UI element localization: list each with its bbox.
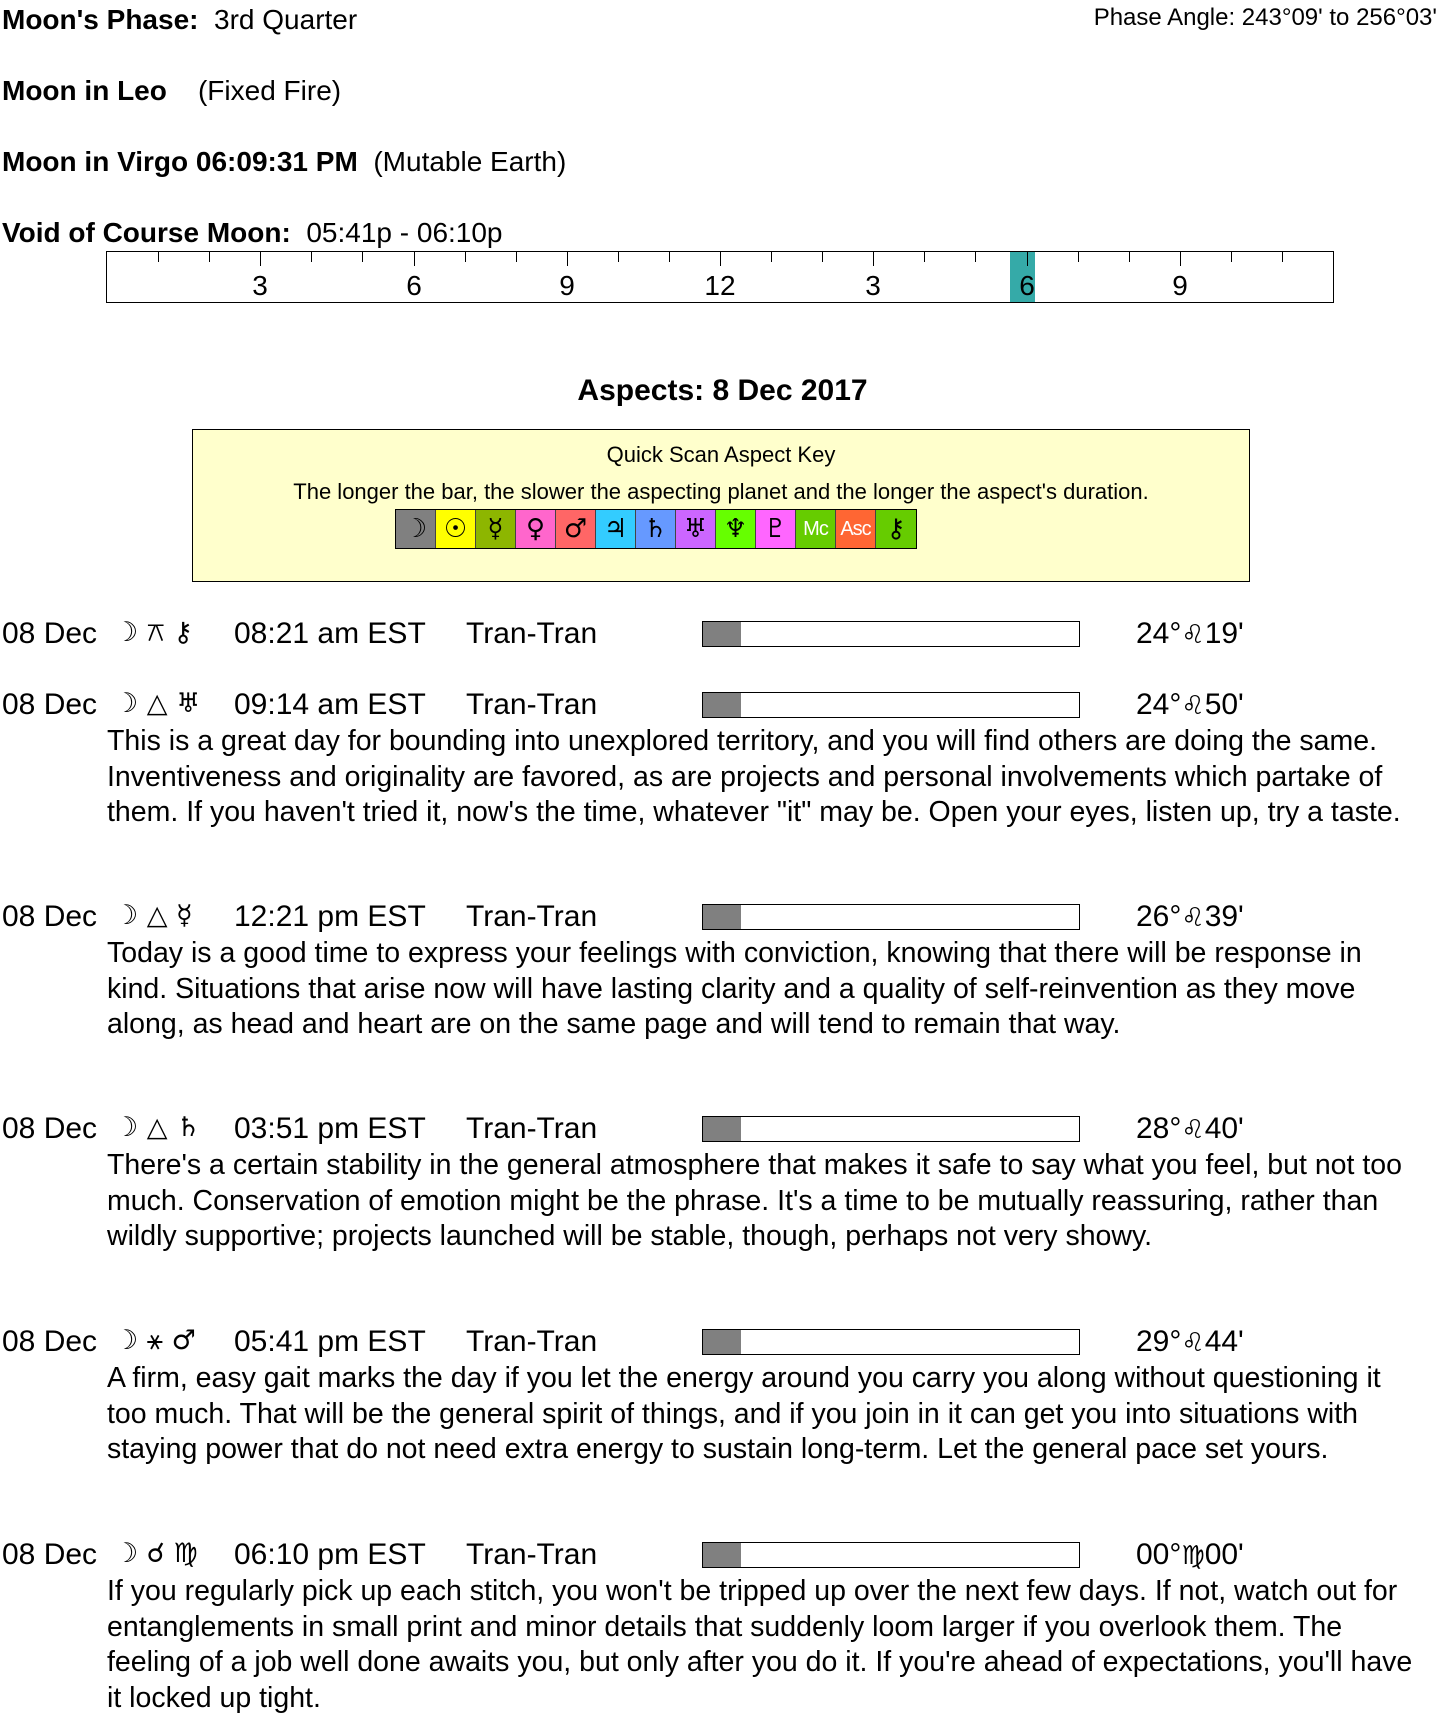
- aspect-date: 08 Dec: [2, 1325, 98, 1358]
- moon-ingress-label: Moon in Virgo 06:09:31 PM: [2, 146, 358, 177]
- aspect-position: [1136, 688, 1244, 722]
- timeline-tick: [771, 252, 772, 262]
- uranus-icon: ♅: [676, 510, 716, 548]
- aspect-duration-bar: [702, 621, 1080, 647]
- sun-icon: ☉: [436, 510, 476, 548]
- aspect-duration-fill: [703, 1330, 741, 1354]
- planet-color-key: [395, 509, 917, 549]
- pluto-icon: ♇: [756, 510, 796, 548]
- timeline-tick: [516, 252, 517, 262]
- position-minute: 19': [1204, 617, 1244, 650]
- aspect-duration-fill: [703, 693, 741, 717]
- aspects-title: Aspects: 8 Dec 2017: [577, 374, 868, 407]
- aspect-header: [0, 1112, 1445, 1148]
- timeline-hour-label: 3: [865, 270, 881, 301]
- timeline-tick: [1282, 252, 1283, 262]
- timeline-hour-label: 9: [1172, 270, 1188, 301]
- timeline-tick: [1129, 252, 1130, 262]
- zodiac-sign-icon: ♌: [1181, 620, 1205, 650]
- venus-icon: ♀: [516, 510, 556, 548]
- aspect-entry: [0, 900, 1445, 1040]
- timeline-hour-label: 6: [1019, 270, 1035, 301]
- chiron-icon: ⚷: [876, 510, 916, 548]
- timeline-tick: [1078, 252, 1079, 262]
- aspect-duration-fill: [703, 1543, 741, 1567]
- aspect-header: [0, 1325, 1445, 1361]
- position-degree: 26°: [1136, 900, 1182, 933]
- aspect-description: If you regularly pick up each stitch, you won't be tripped up over the next few days. If not, watch out for entanglements in small print and minor details that suddenly loom larger if you overlook them. The feeling of a job well done awaits you, but only after you do it. If you're ahead of expectations, you'll have it locked up tight.: [107, 1575, 1413, 1714]
- timeline-tick: [1231, 252, 1232, 262]
- aspect-header: [0, 617, 1445, 653]
- timeline-tick: [209, 252, 210, 262]
- aspect-header: [0, 688, 1445, 724]
- aspect-duration-fill: [703, 622, 741, 646]
- aspect-position: [1136, 900, 1244, 934]
- aspect-time: 05:41 pm EST: [234, 1325, 426, 1358]
- timeline-tick: [362, 252, 363, 262]
- zodiac-sign-icon: ♌: [1181, 1115, 1205, 1145]
- aspect-time: 03:51 pm EST: [234, 1112, 426, 1145]
- aspect-type: Tran-Tran: [466, 688, 598, 721]
- aspect-description: There's a certain stability in the general atmosphere that makes it safe to say what you feel, but not too much. Conservation of emotion might be the phrase. It's a time to be mutually reassuring, rather than wildly supportive; projects launched will be stable, though, perhaps not very showy.: [107, 1149, 1402, 1252]
- aspect-description: Today is a good time to express your feelings with conviction, knowing that there will be response in kind. Situations that arise now will have lasting clarity and a quality of self-reinvention as they move along, as head and heart are on the same page and will tend to remain that way.: [107, 937, 1362, 1040]
- aspect-time: 09:14 am EST: [234, 688, 426, 721]
- timeline-tick: [618, 252, 619, 262]
- ascendant-icon: Asc: [836, 510, 876, 548]
- zodiac-sign-icon: ♌: [1181, 691, 1205, 721]
- timeline-tick: [822, 252, 823, 262]
- aspect-position: [1136, 1325, 1244, 1359]
- aspect-date: 08 Dec: [2, 900, 98, 933]
- aspect-type: Tran-Tran: [466, 1112, 598, 1145]
- timeline-tick: [465, 252, 466, 262]
- saturn-icon: ♄: [636, 510, 676, 548]
- aspect-date: 08 Dec: [2, 617, 98, 650]
- timeline-tick: [669, 252, 670, 262]
- mercury-icon: ☿: [476, 510, 516, 548]
- timeline-hour-label: 6: [406, 270, 422, 301]
- aspect-type: Tran-Tran: [466, 1538, 598, 1571]
- position-minute: 44': [1204, 1325, 1244, 1358]
- aspect-description: This is a great day for bounding into unexplored territory, and you will find others are doing the same. Inventiveness and originality are favored, as are projects and personal involvements which partake of them. If you haven't tried it, now's the time, whatever "it" may be. Open your eyes, listen up, try a taste.: [107, 725, 1401, 828]
- aspect-entry: [0, 1325, 1445, 1465]
- void-label: Void of Course Moon:: [2, 217, 291, 248]
- aspect-position: [1136, 1112, 1244, 1146]
- aspect-description: A firm, easy gait marks the day if you let the energy around you carry you along without questioning it too much. That will be the general spirit of things, and if you join in it can get you into situations with staying power that do not need extra energy to sustain long-term. Let the general pace set yours.: [107, 1362, 1381, 1465]
- aspect-duration-bar: [702, 1116, 1080, 1142]
- position-degree: 24°: [1136, 688, 1182, 721]
- position-degree: 29°: [1136, 1325, 1182, 1358]
- aspect-glyphs-icon: ☽ ⚹ ♂: [114, 1325, 196, 1356]
- aspect-duration-bar: [702, 1542, 1080, 1568]
- moon-sign-label: Moon in Leo: [2, 75, 167, 106]
- timeline-tick: [414, 252, 415, 266]
- neptune-icon: ♆: [716, 510, 756, 548]
- aspect-entry: [0, 1112, 1445, 1252]
- timeline-hour-label: 3: [252, 270, 268, 301]
- position-minute: 00': [1204, 1538, 1244, 1571]
- zodiac-sign-icon: ♌: [1181, 1328, 1205, 1358]
- mars-icon: ♂: [556, 510, 596, 548]
- aspect-type: Tran-Tran: [466, 1325, 598, 1358]
- moon-sign-line: [2, 75, 341, 107]
- void-value: 05:41p - 06:10p: [306, 217, 503, 248]
- aspect-header: [0, 1538, 1445, 1574]
- quick-scan-aspect-key: [192, 429, 1250, 582]
- moon-icon: ☽: [396, 510, 436, 548]
- key-title: Quick Scan Aspect Key: [606, 442, 836, 467]
- timeline-tick: [567, 252, 568, 266]
- aspect-date: 08 Dec: [2, 688, 98, 721]
- aspect-glyphs-icon: ☽ △ ♄: [114, 1112, 201, 1143]
- aspect-type: Tran-Tran: [466, 900, 598, 933]
- moon-phase-line: [2, 4, 357, 36]
- void-of-course-timeline: [106, 251, 1334, 303]
- aspect-time: 06:10 pm EST: [234, 1538, 426, 1571]
- aspect-duration-bar: [702, 904, 1080, 930]
- timeline-tick: [873, 252, 874, 266]
- aspect-glyphs-icon: ☽ ⚻ ⚷: [114, 617, 194, 648]
- aspect-date: 08 Dec: [2, 1112, 98, 1145]
- aspect-duration-bar: [702, 1329, 1080, 1355]
- jupiter-icon: ♃: [596, 510, 636, 548]
- timeline-tick: [924, 252, 925, 262]
- aspect-time: 08:21 am EST: [234, 617, 426, 650]
- aspect-position: [1136, 617, 1244, 651]
- moon-phase-label: Moon's Phase:: [2, 4, 199, 35]
- moon-ingress-line: [2, 146, 566, 178]
- aspect-type: Tran-Tran: [466, 617, 598, 650]
- timeline-hour-label: 9: [559, 270, 575, 301]
- zodiac-sign-icon: ♌: [1181, 903, 1205, 933]
- aspect-duration-fill: [703, 1117, 741, 1141]
- aspect-duration-bar: [702, 692, 1080, 718]
- timeline-tick: [720, 252, 721, 266]
- aspect-header: [0, 900, 1445, 936]
- aspect-date: 08 Dec: [2, 1538, 98, 1571]
- aspect-position: [1136, 1538, 1244, 1572]
- aspect-duration-fill: [703, 905, 741, 929]
- timeline-tick: [260, 252, 261, 266]
- aspect-entry: [0, 1538, 1445, 1714]
- timeline-tick: [1180, 252, 1181, 266]
- phase-angle: Phase Angle: 243°09' to 256°03': [1093, 4, 1437, 31]
- key-description: The longer the bar, the slower the aspecting planet and the longer the aspect's duration.: [293, 479, 1149, 504]
- zodiac-sign-icon: ♍: [1181, 1541, 1205, 1571]
- moon-phase-value: 3rd Quarter: [214, 4, 358, 35]
- position-degree: 00°: [1136, 1538, 1182, 1571]
- position-minute: 39': [1204, 900, 1244, 933]
- aspect-entry: [0, 688, 1445, 828]
- position-minute: 40': [1204, 1112, 1244, 1145]
- aspect-entry: [0, 617, 1445, 653]
- moon-sign-quality: (Fixed Fire): [197, 75, 342, 106]
- position-degree: 28°: [1136, 1112, 1182, 1145]
- aspect-glyphs-icon: ☽ △ ♅: [114, 688, 201, 719]
- midheaven-icon: Mc: [796, 510, 836, 548]
- timeline-hour-label: 12: [704, 270, 736, 301]
- aspect-glyphs-icon: ☽ ☌ ♍: [114, 1538, 198, 1569]
- timeline-tick: [975, 252, 976, 262]
- timeline-tick: [311, 252, 312, 262]
- aspect-glyphs-icon: ☽ △ ☿: [114, 900, 193, 931]
- void-of-course-line: [2, 217, 503, 249]
- moon-ingress-quality: (Mutable Earth): [373, 146, 567, 177]
- position-minute: 50': [1204, 688, 1244, 721]
- aspect-time: 12:21 pm EST: [234, 900, 426, 933]
- timeline-tick: [158, 252, 159, 262]
- timeline-tick: [1027, 252, 1028, 266]
- position-degree: 24°: [1136, 617, 1182, 650]
